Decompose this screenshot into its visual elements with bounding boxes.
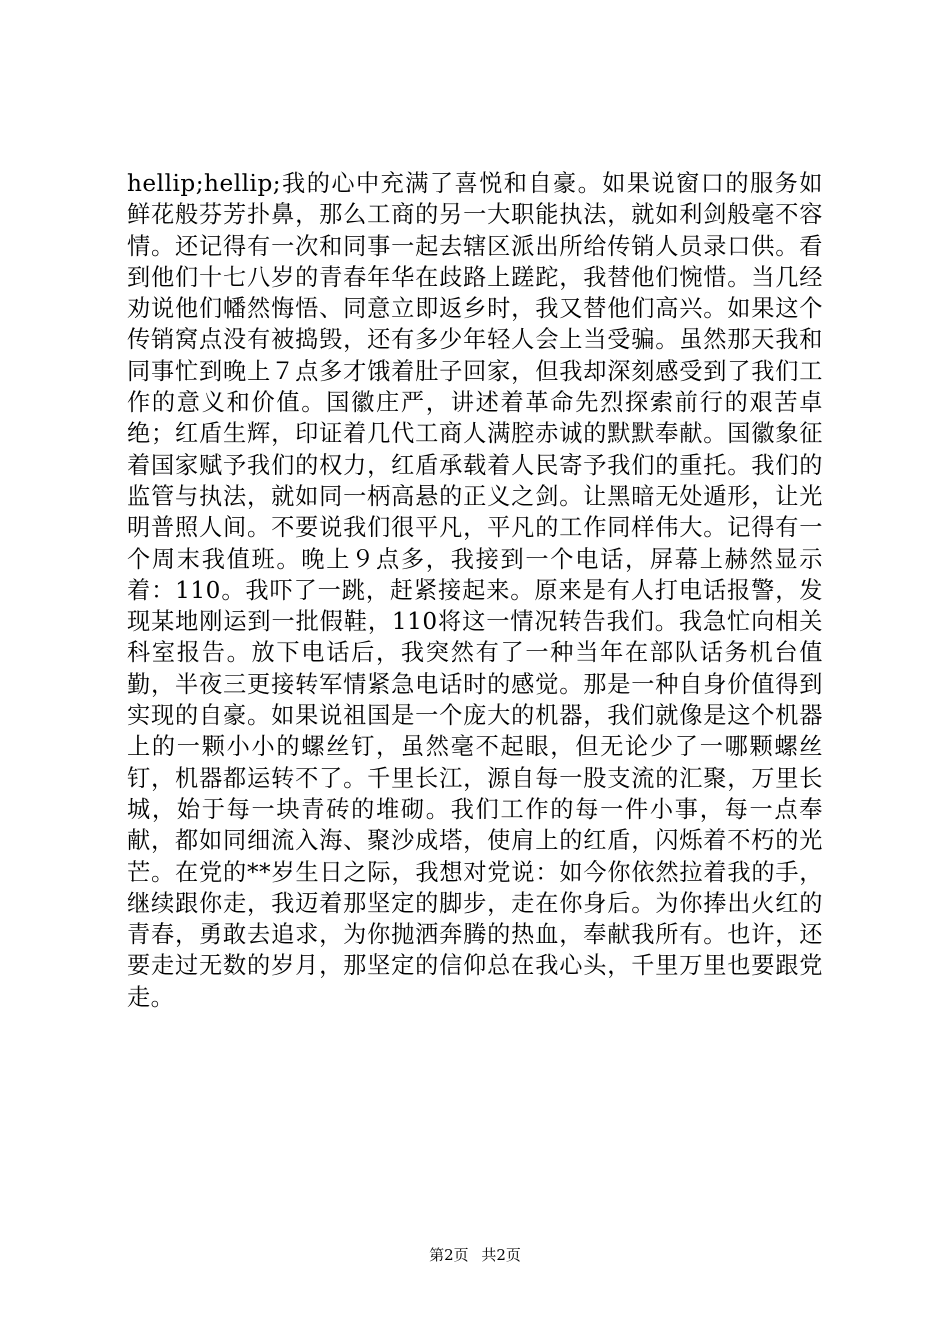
body-paragraph: hellip;hellip;我的心中充满了喜悦和自豪。如果说窗口的服务如鲜花般芬芳扑鼻，那么工商的另一大职能执法，就如利剑般毫不容情。还记得有一次和同事一起去辖区派出所给传销人员录口供。看到他们十七八岁的青春年华在歧路上蹉跎，我替他们惋惜。当几经劝说他们幡然悔悟、同意立即返乡时，我又替他们高兴。如果这个传销窝点没有被捣毁，还有多少年轻人会上当受骗。虽然那天我和同事忙到晚上７点多才饿着肚子回家，但我却深刻感受到了我们工作的意义和价值。国徽庄严，讲述着革命先烈探索前行的艰苦卓绝；红盾生辉，印证着几代工商人满腔赤诚的默默奉献。国徽象征着国家赋予我们的权力，红盾承载着人民寄予我们的重托。我们的监管与执法，就如同一柄高悬的正义之剑。让黑暗无处遁形，让光明普照人间。不要说我们很平凡，平凡的工作同样伟大。记得有一个周末我值班。晚上９点多，我接到一个电话，屏幕上赫然显示着：110。我吓了一跳，赶紧接起来。原来是有人打电话报警，发现某地刚运到一批假鞋，110将这一情况转告我们。我急忙向相关科室报告。放下电话后，我突然有了一种当年在部队话务机台值勤，半夜三更接转军情紧急电话时的感觉。那是一种自身价值得到实现的自豪。如果说祖国是一个庞大的机器，我们就像是这个机器上的一颗小小的螺丝钉，虽然毫不起眼，但无论少了一哪颗螺丝钉，机器都运转不了。千里长江，源自每一股支流的汇聚，万里长城，始于每一块青砖的堆砌。我们工作的每一件小事，每一点奉献，都如同细流入海、聚沙成塔，使肩上的红盾，闪烁着不朽的光芒。在党的**岁生日之际，我想对党说：如今你依然拉着我的手，继续跟你走，我迈着那坚定的脚步，走在你身后。为你捧出火红的青春，勇敢去追求，为你抛洒奔腾的热血，奉献我所有。也许，还要走过无数的岁月，那坚定的信仰总在我心头，千里万里也要跟党走。 <box>127 170 823 1011</box>
page-total: 共2页 <box>481 1246 521 1264</box>
page-footer <box>0 1245 950 1265</box>
page-number: 第2页 <box>429 1246 469 1264</box>
